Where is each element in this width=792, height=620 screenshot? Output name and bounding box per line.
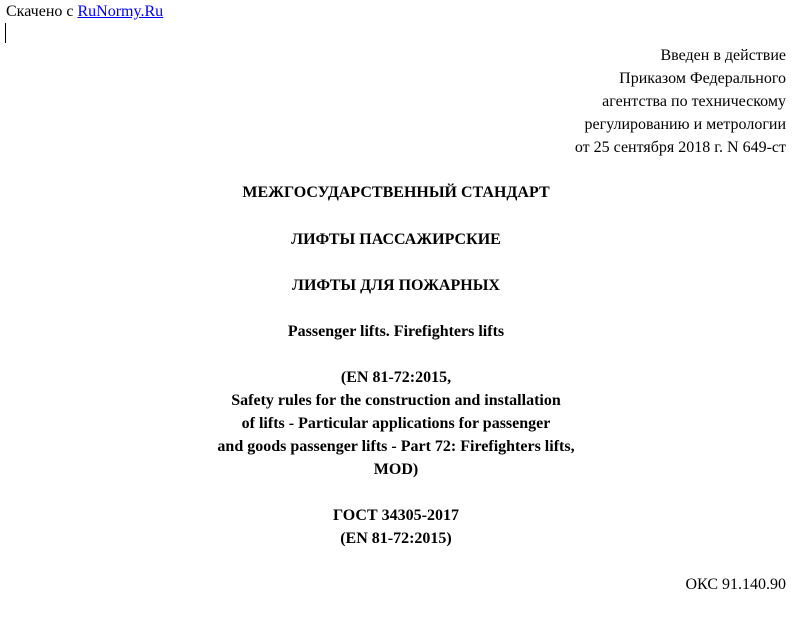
title-en (0, 320, 792, 343)
title-main (0, 228, 792, 251)
standard-type (0, 181, 792, 204)
en-reference-line: and goods passenger lifts - Part 72: Firefighters lifts, (217, 438, 575, 455)
text-cursor (5, 23, 6, 43)
standard-type-text: МЕЖГОСУДАРСТВЕННЫЙ СТАНДАРТ (242, 184, 550, 201)
enactment-line: регулированию и метрологии (584, 116, 786, 133)
enactment-line: агентства по техническому (602, 93, 786, 110)
enactment-block (575, 44, 786, 159)
designation-line: (EN 81-72:2015) (340, 530, 452, 547)
designation (0, 504, 792, 550)
source-line (6, 0, 163, 23)
en-reference-line: of lifts - Particular applications for passenger (241, 415, 551, 432)
en-reference-line: (EN 81-72:2015, (340, 369, 452, 386)
enactment-line: Введен в действие (660, 47, 786, 64)
title-sub (0, 274, 792, 297)
enactment-line: от 25 сентября 2018 г. N 649-ст (574, 139, 786, 156)
en-reference-line: MOD) (373, 461, 419, 478)
title-en-text: Passenger lifts. Firefighters lifts (287, 323, 505, 340)
okc-code: ОКС 91.140.90 (685, 576, 786, 593)
source-link[interactable]: RuNormy.Ru (77, 3, 164, 20)
title-main-text: ЛИФТЫ ПАССАЖИРСКИЕ (291, 231, 501, 248)
en-reference-line: Safety rules for the construction and installation (231, 392, 561, 409)
enactment-line: Приказом Федерального (619, 70, 786, 87)
en-reference (0, 366, 792, 481)
title-sub-text: ЛИФТЫ ДЛЯ ПОЖАРНЫХ (292, 277, 500, 294)
source-prefix: Скачено с (6, 3, 78, 20)
designation-line: ГОСТ 34305-2017 (333, 507, 459, 524)
